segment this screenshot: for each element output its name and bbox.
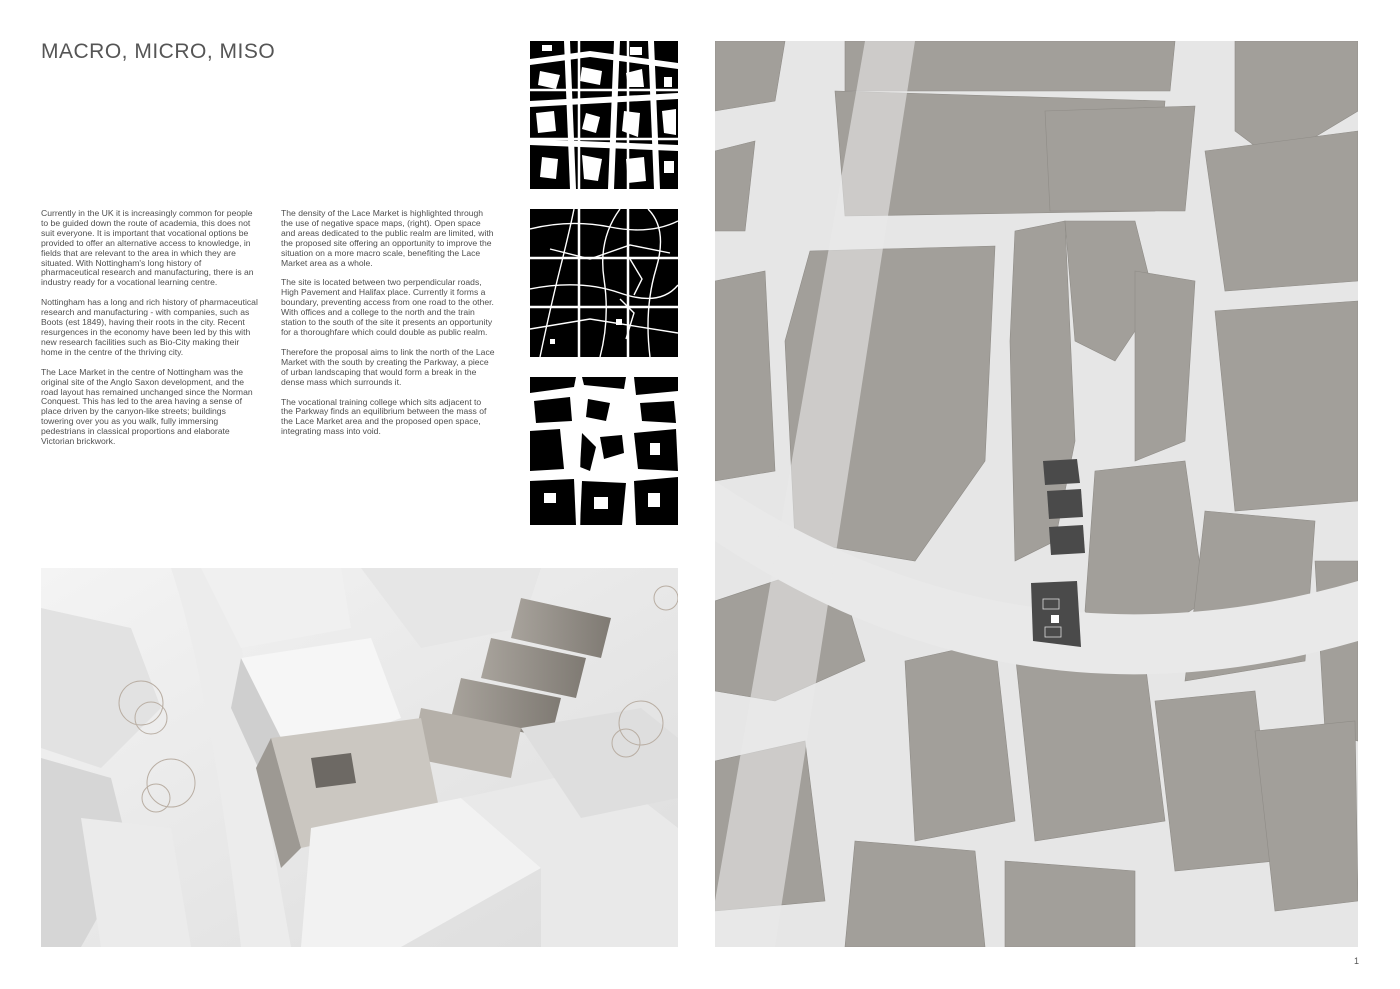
text-column-left — [41, 209, 259, 457]
page-title: MACRO, MICRO, MISO — [41, 40, 276, 63]
site-plan-map — [715, 41, 1358, 947]
paragraph: The site is located between two perpendicular roads, High Pavement and Halifax place. Currently it forms a boundary, preventing access from one road to the other. With offices and a college to the north and the train station to the south of the site it presents an opportunity for a thoroughfare which could double as public realm. — [281, 277, 494, 337]
paragraph: Nottingham has a long and rich history of pharmaceutical research and manufacturing - with companies, such as Boots (est 1849), having their roots in the city. Recent resurgences in the economy have been led by this with new research facilities such as Bio-City making their home in the centre of the thriving city. — [41, 297, 258, 357]
text-column-right — [281, 209, 495, 447]
paragraph: The vocational training college which sits adjacent to the Parkway finds an equilibrium between the mass of the Lace Market area and the proposed open space, integrating mass into void. — [281, 396, 487, 437]
figure-ground-map-buildings — [530, 41, 678, 189]
page-number: 1 — [1353, 956, 1359, 966]
physical-model-photo — [41, 568, 678, 947]
paragraph: Therefore the proposal aims to link the north of the Lace Market with the south by creating the Parkway, a piece of urban landscaping that would form a break in the dense mass which surrounds it. — [281, 346, 495, 387]
figure-ground-map-streets — [530, 209, 678, 357]
figure-ground-map-public-realm — [530, 377, 678, 525]
paragraph: The Lace Market in the centre of Nottingham was the original site of the Anglo Saxon development, and the road layout has remained unchanged since the Norman Conquest. This has led to the area having a sense of place driven by the canyon-like streets; buildings towering over you as you walk, fully immersing pedestrians in classical proportions and elaborate Victorian brickwork. — [41, 366, 253, 447]
paragraph: Currently in the UK it is increasingly common for people to be guided down the route of academia, this does not suit everyone. It is important that vocational options be provided to offer an alternative access to knowledge, in fields that are relevant to the area in which they are situated. With Nottingham's long history of pharmaceutical research and manufacturing, there is an industry ready for a vocational learning centre. — [41, 208, 254, 288]
paragraph: The density of the Lace Market is highlighted through the use of negative space maps, (right). Open space and areas dedicated to the public realm are limited, with the proposed site offering an opportunity to improve the situation on a more macro scale, benefiting the Lace Market area as a whole. — [281, 208, 494, 268]
